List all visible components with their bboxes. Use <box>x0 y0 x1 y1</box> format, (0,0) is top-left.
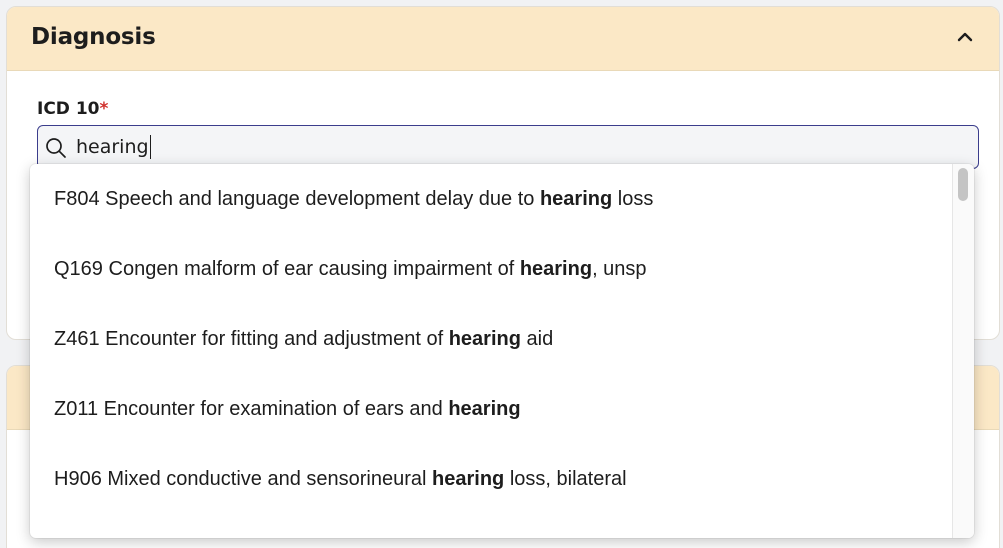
suggestion-option[interactable] <box>30 304 950 374</box>
card-title: Diagnosis <box>31 24 156 50</box>
text-cursor <box>150 135 152 159</box>
suggestion-text-before: Encounter for examination of ears and <box>103 398 449 420</box>
suggestion-text-after: loss <box>612 188 654 210</box>
suggestion-code: Z011 <box>54 398 99 420</box>
suggestion-option[interactable] <box>30 374 950 444</box>
icd10-suggestions-dropdown <box>30 164 974 538</box>
icd10-field-label <box>37 99 108 119</box>
chevron-up-icon <box>953 25 977 49</box>
icd10-label-text: ICD 10 <box>37 99 100 119</box>
suggestion-code: Z461 <box>54 328 100 350</box>
suggestion-code: H906 <box>54 468 102 490</box>
icd10-search-input[interactable] <box>76 127 956 167</box>
suggestion-match: hearing <box>519 258 593 280</box>
suggestion-option[interactable] <box>30 444 950 514</box>
search-icon <box>44 136 68 160</box>
suggestion-code: Q169 <box>54 258 103 280</box>
suggestion-match: hearing <box>448 328 521 350</box>
suggestion-option[interactable] <box>30 164 950 234</box>
suggestion-text-after: loss, bilateral <box>504 468 627 490</box>
suggestion-text-before: Speech and language development delay due to <box>105 188 540 210</box>
dropdown-scrollbar[interactable] <box>952 164 974 538</box>
suggestion-match: hearing <box>432 468 505 490</box>
suggestion-text-after: aid <box>520 328 554 350</box>
suggestion-text-before: Mixed conductive and sensorineural <box>107 468 433 490</box>
suggestion-match: hearing <box>539 188 613 210</box>
suggestion-text-after: , unsp <box>592 258 647 280</box>
required-marker: * <box>99 99 109 119</box>
suggestion-code: F804 <box>54 188 100 210</box>
diagnosis-card-header[interactable] <box>7 7 999 71</box>
suggestion-option[interactable] <box>30 234 950 304</box>
scrollbar-thumb[interactable] <box>958 168 968 201</box>
suggestion-match: hearing <box>448 398 521 420</box>
suggestion-text-before: Encounter for fitting and adjustment of <box>105 328 449 350</box>
suggestion-text-before: Congen malform of ear causing impairment of <box>108 258 520 280</box>
icd10-search-box[interactable] <box>37 125 979 169</box>
collapse-button[interactable] <box>953 25 977 49</box>
